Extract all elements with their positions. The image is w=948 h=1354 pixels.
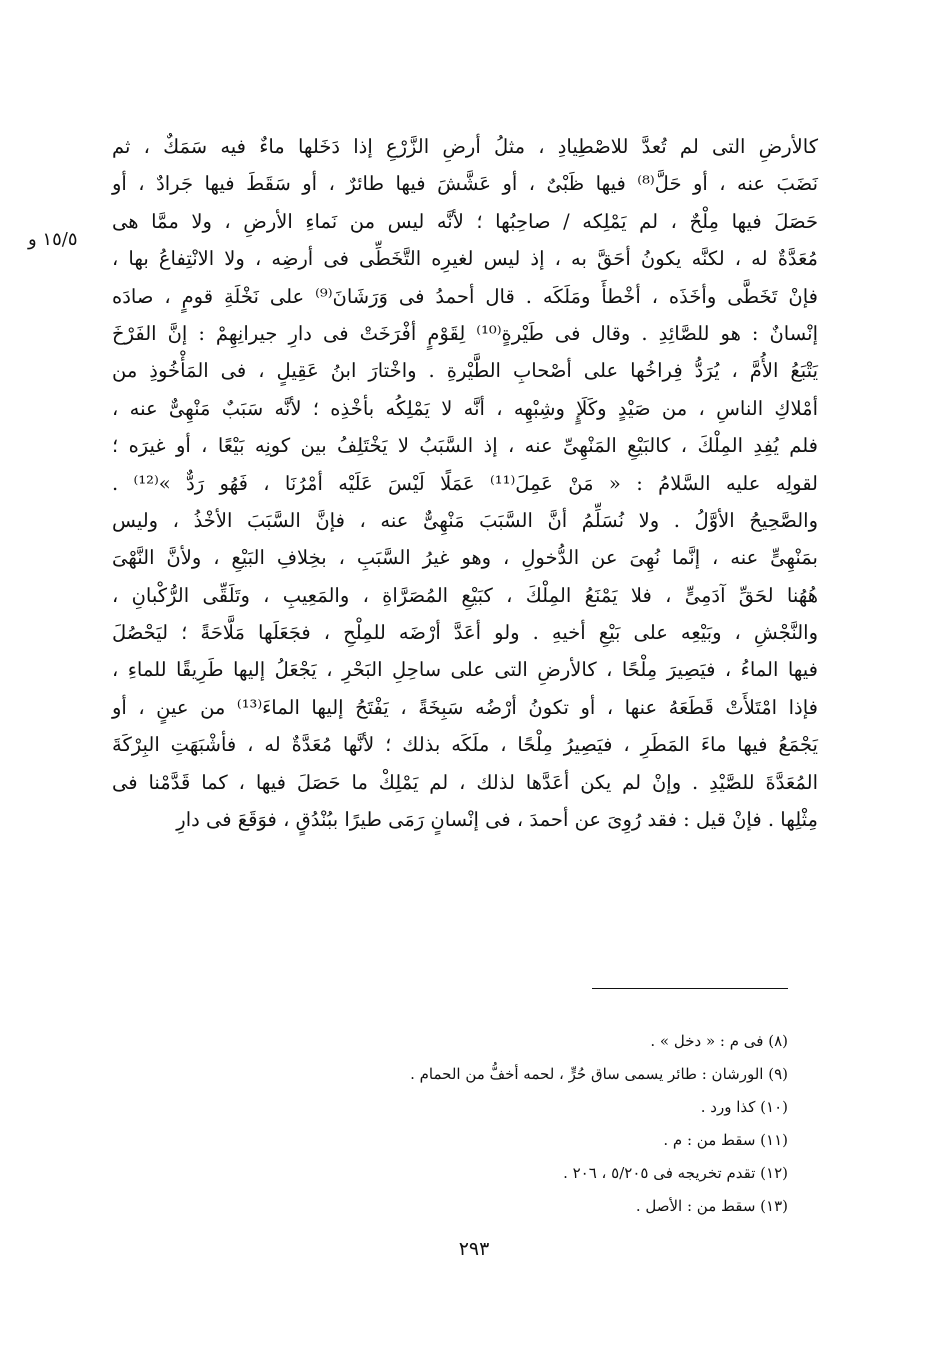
main-text-block [112,128,818,838]
text-line: حَصَلَ فيها مِلْحٌ ، لم يَمْلِكه / صاحِبُها ؛ لأنَّه ليس من نَماءِ الأرضِ ، ولا ممَّا هى [112,209,818,233]
text-line: إنْسانٌ : هو للصَّائِدِ . وقال فى طَيْرةٍ⁽¹⁰⁾ لِقَوْمٍ أفْرَخَتْ فى دارِ جيرانِهِمْ : إنَّ الفَرْخَ [112,321,818,345]
text-line: كالأرضِ التى لم تُعدَّ للاصْطِيادِ ، مثلُ أرضِ الزَّرْعِ إذا دَخَلها ماءٌ فيه سَمَكٌ ، ثم [112,135,818,158]
text-line: والنَّجْشِ ، وبَيْعِه على بَيْعِ أخيهِ . ولو أعَدَّ أرْضَه للمِلْحِ ، فجَعَلَها مَلَّاحَةً ؛ ليَحْصُلَ [112,621,818,645]
footnote: (١٢) تقدم تخريجه فى ٥/٢٠٥ ، ٢٠٦ . [563,1164,788,1182]
text-line: والصَّحِيحُ الأوَّلُ . ولا نُسَلِّمُ أنَّ السَّبَبَ مَنْهِىٌّ عنه ، فإنَّ السَّبَبَ الأخْذُ ، وليس [112,508,818,532]
footnote: (٩) الورشان : طائر يسمى ساق حُرٍّ ، لحمه أخفُّ من الحمام . [410,1065,788,1083]
text-line: فيها الماءُ ، فيَصِيرَ مِلْحًا ، كالأرضِ التى على ساحِلِ البَحْرِ ، يَجْعَلُ إليها طَرِيقًا للماءِ ، [112,658,818,682]
text-line: فإذا امْتَلأَتْ قَطَعَهُ عنها ، أو تكونُ أرْضُه سَبِخَةً ، يَفْتَحُ إليها الماءَ⁽¹³⁾ من عينٍ ، أو [112,695,818,719]
footnote: (١٣) سقط من : الأصل . [635,1197,788,1215]
text-line: فلم يُفِدِ المِلْكَ ، كالبَيْعِ المَنْهِىِّ عنه ، إذ السَّبَبُ لا يَخْتَلِفُ بين كونِه بَيْعًا ، أو غيرَه ؛ [112,434,818,458]
footnote: (٨) فى م : « دخل » . [650,1032,788,1050]
text-line: يَتْبَعُ الأُمَّ ، يُرَدُّ فِراخُها على أصْحابِ الطَّيْرةِ . واخْتارَ ابنُ عَقِيلٍ ، فى المَأْخُوذِ من [112,359,818,383]
footnote: (١١) سقط من : م . [663,1131,788,1149]
footnote: (١٠) كذا ورد . [700,1098,788,1116]
page-number: ٢٩٣ [458,1238,490,1260]
text-line: مِثْلِها . فإنْ قيل : فقد رُوِىَ عن أحمدَ ، فى إنْسانٍ رَمَى طيرًا ببُنْدُقٍ ، فوَقَعَ فى دارِ [176,808,818,832]
text-line: هُهُنا لحَقِّ آدَمِىٍّ ، فلا يَمْنَعُ المِلْكَ ، كبَيْعِ المُصَرَّاةِ ، والمَعِيبِ ، وتَلَقِّى الرُّكْبانِ ، [112,583,818,607]
text-line: نَضَبَ عنه ، أو حَلَّ⁽⁸⁾ فيها ظَبْىٌ ، أو عَشَّشَ فيها طائرٌ ، أو سَقَطَ فيها جَرادٌ ، أو [112,172,818,196]
text-line: لقولِه عليه السَّلامُ : « مَنْ عَمِلَ⁽¹¹⁾ عَمَلًا لَيْسَ عَلَيْه أمْرُنَا ، فَهُو رَدٌّ »⁽¹²⁾ . [112,471,819,495]
footnotes [300,1025,788,1223]
footnote-separator [592,988,788,989]
text-line: مُعَدَّةٌ له ، لكنَّه يكونُ أحَقَّ به ، إذ ليس لغيرِه التَّخَطِّى فى أرضِه ، ولا الانْتِفاعُ بها ، [112,247,818,271]
text-line: فإنْ تَخَطَّى وأخَذَه ، أخْطأَ ومَلَكَه . قال أحمدُ فى وَرَشَانَ⁽⁹⁾ على نَخْلَةِ قومٍ ، صادَه [112,284,818,308]
text-line: يَجْمَعُ فيها ماءَ المَطَرِ ، فيَصِيرُ مِلْحًا ، ملَكَه بذلك ؛ لأنَّها مُعَدَّةٌ له ، فأشْبَهَتِ البِرْكَةَ [112,733,818,757]
text-line: المُعَدَّةَ للصَّيْدِ . وإنْ لم يكن أعَدَّها لذلك ، لم يَمْلِكْ ما حَصَلَ فيها ، كما قَدَّمْنا فى [112,770,818,794]
text-line: بمَنْهِىٍّ عنه ، إنَّما نُهِىَ عن الدُّخولِ ، وهو غيرُ السَّبَبِ ، بخِلافِ البَيْعِ ، ولأنَّ النَّهْىَ [112,546,818,570]
text-line: أمْلاكِ الناسِ ، من صَيْدٍ وكَلَإٍ وشِبْهِه ، أنَّه لا يَمْلِكُه بأخْذِه ؛ لأنَّه سَبَبٌ مَنْهِىٌّ عنه ، [112,396,818,420]
margin-folio-note: ١٥/٥ و [28,229,78,250]
